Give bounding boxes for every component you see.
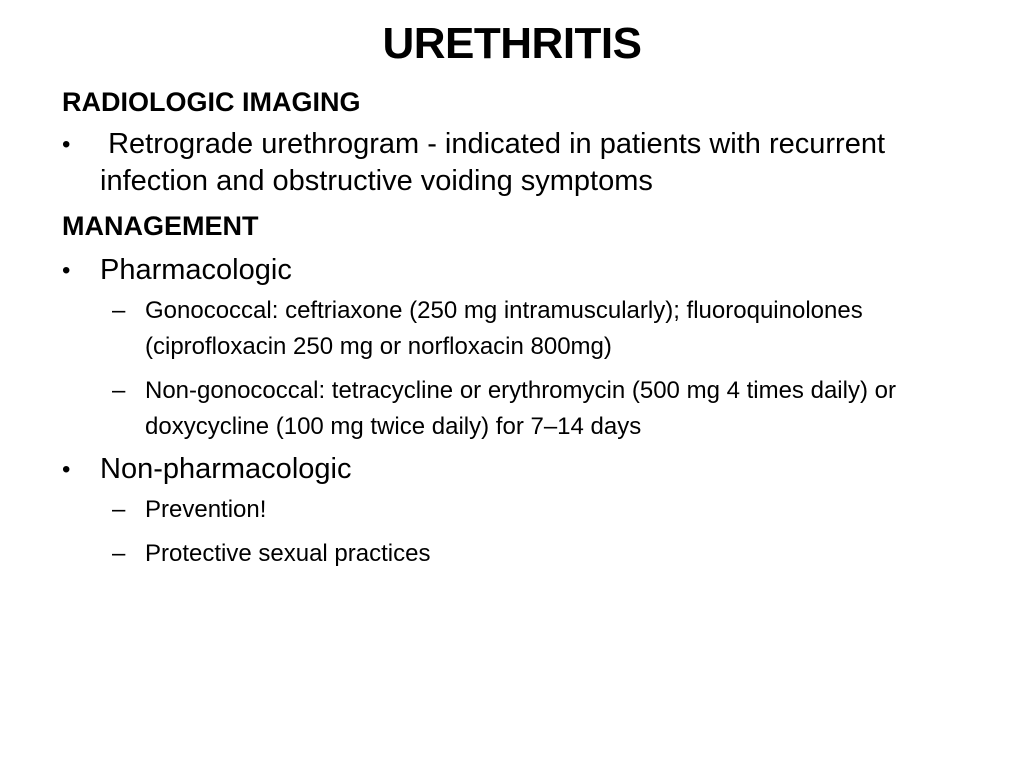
- bullet-text: Non-pharmacologic: [100, 453, 352, 485]
- sub-item-gonococcal: [62, 293, 982, 365]
- bullet-item-non-pharmacologic: [62, 451, 982, 488]
- sub-item-text: Protective sexual practices: [145, 540, 431, 567]
- dash-icon: –: [112, 297, 126, 324]
- sub-item-text: Gonococcal: ceftriaxone (250 mg intramuscularly); fluoroquinolones (ciprofloxacin 250 mg or norfloxacin 800mg): [145, 297, 863, 360]
- dash-icon: –: [112, 540, 126, 567]
- slide-content: [62, 80, 982, 572]
- bullet-icon: •: [62, 131, 71, 158]
- section-heading-management: MANAGEMENT: [62, 211, 259, 241]
- dash-icon: –: [112, 377, 126, 404]
- sub-item-protective-sexual-practices: [62, 536, 982, 572]
- bullet-icon: •: [62, 456, 71, 483]
- section-heading-radiologic-imaging: RADIOLOGIC IMAGING: [62, 87, 361, 117]
- slide-title: URETHRITIS: [382, 19, 642, 68]
- sub-item-text: Prevention!: [145, 496, 267, 523]
- sub-item-text: Non-gonococcal: tetracycline or erythromycin (500 mg 4 times daily) or doxycycline (100 mg twice daily) for 7–14 days: [145, 377, 896, 440]
- dash-icon: –: [112, 496, 126, 523]
- bullet-item-pharmacologic: [62, 252, 982, 289]
- bullet-text: Retrograde urethrogram - indicated in patients with recurrent infection and obstructive voiding symptoms: [100, 128, 894, 197]
- sub-item-non-gonococcal: [62, 373, 982, 445]
- bullet-item-retrograde-urethrogram: [62, 126, 982, 200]
- bullet-icon: •: [62, 257, 71, 284]
- sub-item-prevention: [62, 492, 982, 528]
- bullet-text: Pharmacologic: [100, 254, 292, 286]
